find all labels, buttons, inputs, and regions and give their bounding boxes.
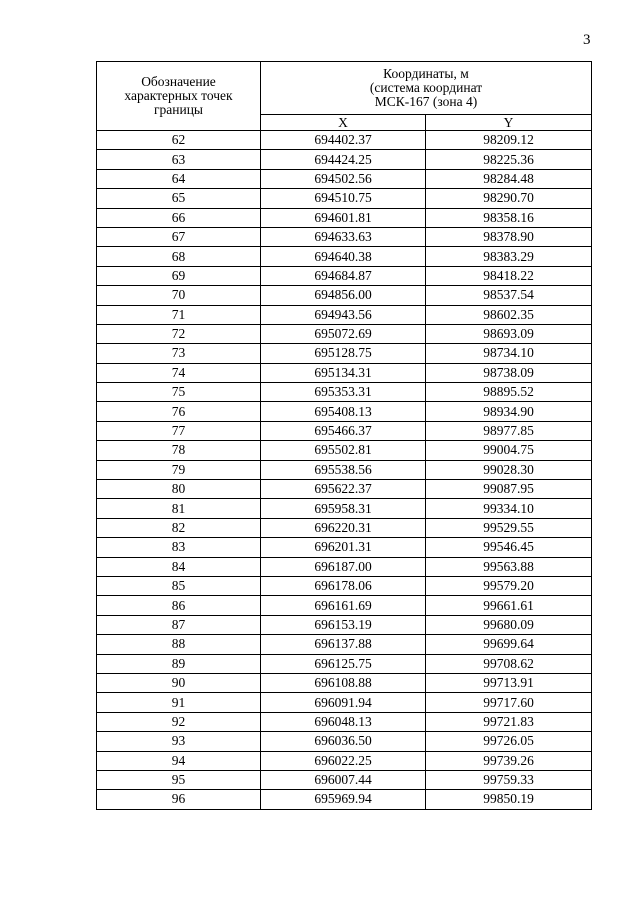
x-coordinate-cell: 695408.13 <box>261 402 426 421</box>
point-number-cell: 74 <box>97 363 261 382</box>
point-number-cell: 65 <box>97 189 261 208</box>
y-coordinate-cell: 99087.95 <box>426 480 592 499</box>
table-row <box>97 596 592 615</box>
x-coordinate-cell: 695622.37 <box>261 480 426 499</box>
x-coordinate-cell: 696137.88 <box>261 635 426 654</box>
point-number-cell: 62 <box>97 131 261 150</box>
point-number-cell: 85 <box>97 576 261 595</box>
point-number-cell: 94 <box>97 751 261 770</box>
y-coordinate-cell: 99717.60 <box>426 693 592 712</box>
point-number-cell: 68 <box>97 247 261 266</box>
y-coordinate-cell: 98383.29 <box>426 247 592 266</box>
x-coordinate-cell: 695128.75 <box>261 344 426 363</box>
x-coordinate-cell: 694633.63 <box>261 227 426 246</box>
y-coordinate-cell: 99759.33 <box>426 770 592 789</box>
header-coordinates-line: (система координат <box>369 80 483 95</box>
table-row <box>97 227 592 246</box>
table-row <box>97 441 592 460</box>
table-row <box>97 169 592 188</box>
point-number-cell: 73 <box>97 344 261 363</box>
header-point-label <box>97 62 261 131</box>
y-coordinate-cell: 98934.90 <box>426 402 592 421</box>
coordinates-table <box>96 61 592 810</box>
point-number-cell: 78 <box>97 441 261 460</box>
point-number-cell: 81 <box>97 499 261 518</box>
y-coordinate-cell: 99661.61 <box>426 596 592 615</box>
table-row <box>97 402 592 421</box>
table-row <box>97 247 592 266</box>
header-point-label-line: характерных точек <box>124 88 233 103</box>
table-row <box>97 266 592 285</box>
y-coordinate-cell: 99028.30 <box>426 460 592 479</box>
x-coordinate-cell: 695969.94 <box>261 790 426 809</box>
point-number-cell: 83 <box>97 538 261 557</box>
y-coordinate-cell: 99546.45 <box>426 538 592 557</box>
point-number-cell: 67 <box>97 227 261 246</box>
point-number-cell: 96 <box>97 790 261 809</box>
table-row <box>97 383 592 402</box>
y-coordinate-cell: 98738.09 <box>426 363 592 382</box>
x-coordinate-cell: 694402.37 <box>261 131 426 150</box>
table-row <box>97 518 592 537</box>
table-body <box>97 131 592 810</box>
point-number-cell: 80 <box>97 480 261 499</box>
point-number-cell: 71 <box>97 305 261 324</box>
y-coordinate-cell: 98537.54 <box>426 286 592 305</box>
point-number-cell: 72 <box>97 324 261 343</box>
y-coordinate-cell: 99579.20 <box>426 576 592 595</box>
y-coordinate-cell: 99726.05 <box>426 732 592 751</box>
header-x: X <box>261 115 426 131</box>
point-number-cell: 87 <box>97 615 261 634</box>
y-coordinate-cell: 98693.09 <box>426 324 592 343</box>
y-coordinate-cell: 99713.91 <box>426 673 592 692</box>
point-number-cell: 79 <box>97 460 261 479</box>
header-coordinates-line: МСК-167 (зона 4) <box>374 94 478 109</box>
point-number-cell: 64 <box>97 169 261 188</box>
table-row <box>97 673 592 692</box>
point-number-cell: 82 <box>97 518 261 537</box>
y-coordinate-cell: 99334.10 <box>426 499 592 518</box>
y-coordinate-cell: 99721.83 <box>426 712 592 731</box>
table-row <box>97 654 592 673</box>
table-row <box>97 615 592 634</box>
point-number-cell: 75 <box>97 383 261 402</box>
y-coordinate-cell: 99850.19 <box>426 790 592 809</box>
table-row <box>97 557 592 576</box>
y-coordinate-cell: 98418.22 <box>426 266 592 285</box>
x-coordinate-cell: 696108.88 <box>261 673 426 692</box>
page-number: 3 <box>583 32 591 48</box>
x-coordinate-cell: 695958.31 <box>261 499 426 518</box>
x-coordinate-cell: 695466.37 <box>261 421 426 440</box>
x-coordinate-cell: 694601.81 <box>261 208 426 227</box>
y-coordinate-cell: 99708.62 <box>426 654 592 673</box>
x-coordinate-cell: 694640.38 <box>261 247 426 266</box>
x-coordinate-cell: 694684.87 <box>261 266 426 285</box>
y-coordinate-cell: 98895.52 <box>426 383 592 402</box>
header-coordinates-line: Координаты, м <box>383 66 469 81</box>
table-header <box>97 62 592 131</box>
point-number-cell: 89 <box>97 654 261 673</box>
table-row <box>97 460 592 479</box>
table-row <box>97 189 592 208</box>
y-coordinate-cell: 99680.09 <box>426 615 592 634</box>
y-coordinate-cell: 99004.75 <box>426 441 592 460</box>
point-number-cell: 86 <box>97 596 261 615</box>
table-row <box>97 499 592 518</box>
header-coordinates-label <box>261 62 592 115</box>
header-point-label-line: Обозначение <box>141 74 216 89</box>
header-y: Y <box>426 115 592 131</box>
point-number-cell: 84 <box>97 557 261 576</box>
table-row <box>97 576 592 595</box>
point-number-cell: 66 <box>97 208 261 227</box>
table-row <box>97 751 592 770</box>
table-row <box>97 208 592 227</box>
x-coordinate-cell: 695072.69 <box>261 324 426 343</box>
point-number-cell: 76 <box>97 402 261 421</box>
x-coordinate-cell: 695353.31 <box>261 383 426 402</box>
x-coordinate-cell: 696153.19 <box>261 615 426 634</box>
x-coordinate-cell: 694856.00 <box>261 286 426 305</box>
table-row <box>97 344 592 363</box>
table-row <box>97 150 592 169</box>
y-coordinate-cell: 98602.35 <box>426 305 592 324</box>
x-coordinate-cell: 696091.94 <box>261 693 426 712</box>
x-coordinate-cell: 696220.31 <box>261 518 426 537</box>
x-coordinate-cell: 695538.56 <box>261 460 426 479</box>
x-coordinate-cell: 696022.25 <box>261 751 426 770</box>
y-coordinate-cell: 98378.90 <box>426 227 592 246</box>
point-number-cell: 95 <box>97 770 261 789</box>
table-row <box>97 363 592 382</box>
x-coordinate-cell: 696007.44 <box>261 770 426 789</box>
x-coordinate-cell: 694510.75 <box>261 189 426 208</box>
x-coordinate-cell: 696187.00 <box>261 557 426 576</box>
table-row <box>97 131 592 150</box>
table-row <box>97 305 592 324</box>
y-coordinate-cell: 98977.85 <box>426 421 592 440</box>
y-coordinate-cell: 99699.64 <box>426 635 592 654</box>
x-coordinate-cell: 696048.13 <box>261 712 426 731</box>
x-coordinate-cell: 695134.31 <box>261 363 426 382</box>
table-row <box>97 790 592 809</box>
x-coordinate-cell: 694943.56 <box>261 305 426 324</box>
y-coordinate-cell: 98734.10 <box>426 344 592 363</box>
point-number-cell: 63 <box>97 150 261 169</box>
y-coordinate-cell: 98290.70 <box>426 189 592 208</box>
x-coordinate-cell: 696125.75 <box>261 654 426 673</box>
table-row <box>97 480 592 499</box>
point-number-cell: 92 <box>97 712 261 731</box>
table-row <box>97 421 592 440</box>
x-coordinate-cell: 694424.25 <box>261 150 426 169</box>
point-number-cell: 90 <box>97 673 261 692</box>
x-coordinate-cell: 694502.56 <box>261 169 426 188</box>
table-row <box>97 770 592 789</box>
y-coordinate-cell: 98225.36 <box>426 150 592 169</box>
table-row <box>97 712 592 731</box>
table-row <box>97 635 592 654</box>
table-row <box>97 732 592 751</box>
point-number-cell: 70 <box>97 286 261 305</box>
y-coordinate-cell: 98358.16 <box>426 208 592 227</box>
point-number-cell: 77 <box>97 421 261 440</box>
point-number-cell: 91 <box>97 693 261 712</box>
table-row <box>97 693 592 712</box>
table-row <box>97 538 592 557</box>
x-coordinate-cell: 696178.06 <box>261 576 426 595</box>
point-number-cell: 93 <box>97 732 261 751</box>
y-coordinate-cell: 99739.26 <box>426 751 592 770</box>
table-row <box>97 324 592 343</box>
header-point-label-line: границы <box>153 102 204 117</box>
x-coordinate-cell: 696161.69 <box>261 596 426 615</box>
y-coordinate-cell: 98284.48 <box>426 169 592 188</box>
y-coordinate-cell: 98209.12 <box>426 131 592 150</box>
y-coordinate-cell: 99529.55 <box>426 518 592 537</box>
point-number-cell: 69 <box>97 266 261 285</box>
x-coordinate-cell: 696036.50 <box>261 732 426 751</box>
x-coordinate-cell: 696201.31 <box>261 538 426 557</box>
point-number-cell: 88 <box>97 635 261 654</box>
table-row <box>97 286 592 305</box>
y-coordinate-cell: 99563.88 <box>426 557 592 576</box>
x-coordinate-cell: 695502.81 <box>261 441 426 460</box>
